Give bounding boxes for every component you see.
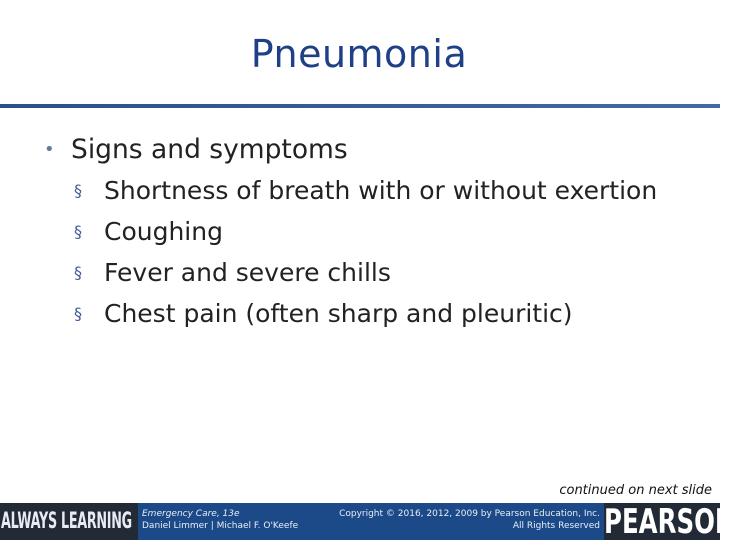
sub-bullet-text: Coughing [104,217,223,246]
copyright-text: Copyright © 2016, 2012, 2009 by Pearson Education, Inc. [339,509,600,519]
continued-note: continued on next slide [559,483,712,498]
slide-body [44,130,684,338]
bullet-level1 [44,130,684,170]
sub-bullet-item [44,215,684,249]
sub-bullet-item [44,174,684,208]
sub-bullet-item [44,297,684,331]
always-learning-logo: ALWAYS LEARNING [1,509,132,534]
round-bullet-icon: • [44,139,55,160]
sub-bullet-item [44,256,684,290]
sub-bullet-text: Shortness of breath with or without exertion [104,176,658,205]
square-bullet-icon: § [74,181,82,200]
book-authors: Daniel Limmer | Michael F. O'Keefe [142,521,299,531]
square-bullet-icon: § [74,222,82,241]
bullet-level1-text: Signs and symptoms [71,134,348,165]
copyright-block [336,508,600,532]
sub-bullet-text: Fever and severe chills [104,258,391,287]
sub-bullet-text: Chest pain (often sharp and pleuritic) [104,299,573,328]
square-bullet-icon: § [74,263,82,282]
slide-title: Pneumonia [250,32,468,76]
sub-bullet-list [44,174,684,331]
pearson-logo: PEARSON [604,502,735,542]
rights-text: All Rights Reserved [512,521,600,531]
book-title: Emergency Care, 13e [142,509,240,519]
footer-bar [0,502,735,542]
title-divider [0,104,720,108]
square-bullet-icon: § [74,304,82,323]
book-credit [142,508,342,532]
